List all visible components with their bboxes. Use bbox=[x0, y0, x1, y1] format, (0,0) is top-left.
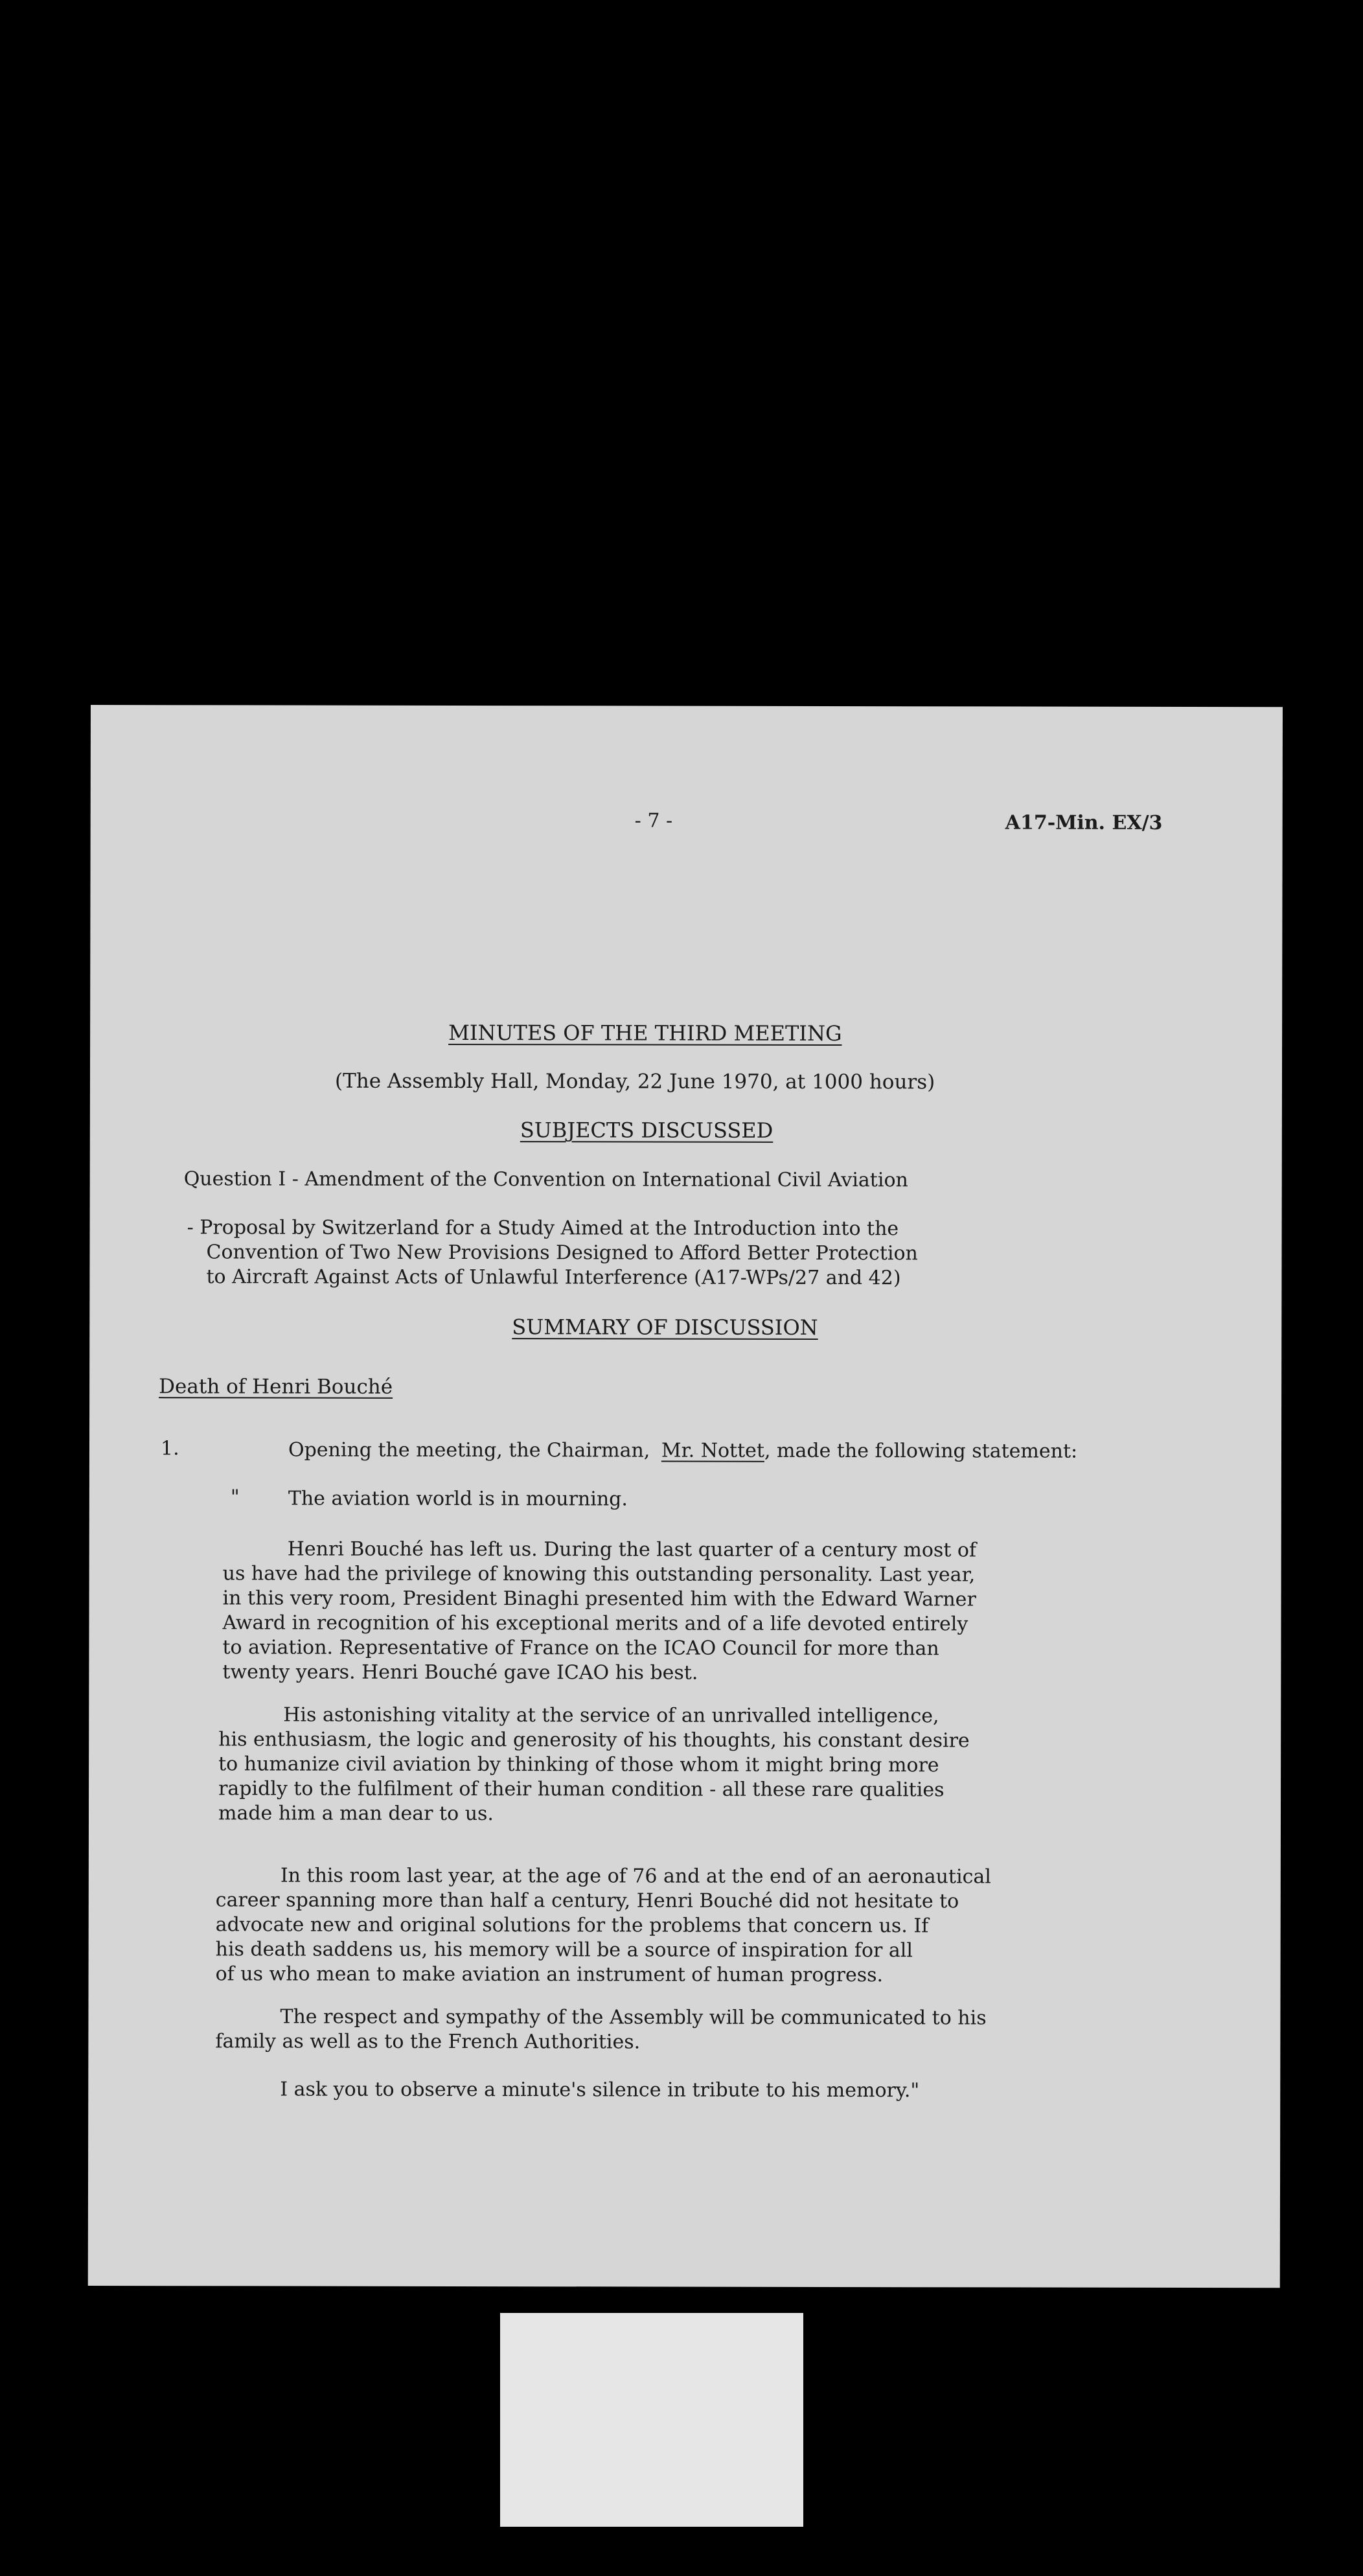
paragraph-line: twenty years. Henri Bouché gave ICAO his best. bbox=[222, 1661, 698, 1685]
meeting-title: MINUTES OF THE THIRD MEETING bbox=[448, 1020, 842, 1046]
opening-statement bbox=[288, 1439, 1077, 1463]
question-line: Question I - Amendment of the Convention on International Civil Aviation bbox=[183, 1167, 908, 1192]
paragraph-line: in this very room, President Binaghi presented him with the Edward Warner bbox=[222, 1587, 976, 1611]
paragraph-line: career spanning more than half a century, Henri Bouché did not hesitate to bbox=[215, 1889, 959, 1913]
paragraph-line: of us who mean to make aviation an instrument of human progress. bbox=[215, 1962, 884, 1987]
subjects-heading: SUBJECTS DISCUSSED bbox=[520, 1118, 773, 1143]
proposal-line: Convention of Two New Provisions Designed to Afford Better Protection bbox=[206, 1241, 918, 1265]
statement-first-line: The aviation world is in mourning. bbox=[288, 1487, 628, 1511]
paragraph-line: advocate new and original solutions for the problems that concern us. If bbox=[215, 1913, 929, 1938]
paragraph-line: family as well as to the French Authorities. bbox=[215, 2030, 641, 2054]
paragraph-line: I ask you to observe a minute's silence in tribute to his memory." bbox=[280, 2078, 920, 2102]
statement-paragraph bbox=[280, 2078, 919, 2104]
statement-paragraph bbox=[216, 1863, 991, 1988]
paragraph-line: made him a man dear to us. bbox=[218, 1802, 494, 1826]
paragraph-line: his death saddens us, his memory will be a source of inspiration for all bbox=[215, 1938, 913, 1962]
paragraph-line: rapidly to the fulfilment of their human condition - all these rare qualities bbox=[218, 1777, 945, 1802]
statement-paragraph bbox=[222, 1537, 976, 1686]
paragraph-line: his enthusiasm, the logic and generosity of his thoughts, his constant desire bbox=[218, 1728, 970, 1753]
paragraph-line: In this room last year, at the age of 76 and at the end of an aeronautical bbox=[280, 1864, 991, 1889]
document-page bbox=[88, 705, 1283, 2288]
section-heading: Death of Henri Bouché bbox=[159, 1375, 393, 1399]
statement-paragraph bbox=[215, 2005, 986, 2055]
paragraph-line: Henri Bouché has left us. During the last quarter of a century most of bbox=[287, 1537, 977, 1562]
proposal-block bbox=[187, 1215, 918, 1291]
blank-card bbox=[500, 2313, 803, 2527]
quote-mark: " bbox=[230, 1486, 240, 1509]
meeting-venue: (The Assembly Hall, Monday, 22 June 1970, at 1000 hours) bbox=[334, 1069, 935, 1094]
proposal-line: - Proposal by Switzerland for a Study Aimed at the Introduction into the bbox=[187, 1216, 899, 1241]
paragraph-line: Award in recognition of his exceptional merits and of a life devoted entirely bbox=[222, 1611, 968, 1636]
item-number: 1. bbox=[160, 1437, 179, 1460]
paragraph-line: His astonishing vitality at the service of an unrivalled intelligence, bbox=[283, 1703, 939, 1728]
paragraph-line: to humanize civil aviation by thinking of those whom it might bring more bbox=[218, 1753, 939, 1777]
paragraph-line: us have had the privilege of knowing this outstanding personality. Last year, bbox=[222, 1562, 976, 1587]
summary-heading: SUMMARY OF DISCUSSION bbox=[512, 1315, 818, 1340]
speaker-name: Mr. Nottet bbox=[661, 1439, 765, 1462]
statement-paragraph bbox=[218, 1703, 970, 1827]
opening-text: Opening the meeting, the Chairman, bbox=[288, 1438, 650, 1462]
paragraph-line: to aviation. Representative of France on the ICAO Council for more than bbox=[222, 1636, 939, 1661]
proposal-line: to Aircraft Against Acts of Unlawful Interference (A17-WPs/27 and 42) bbox=[206, 1265, 901, 1290]
opening-text-end: , made the following statement: bbox=[764, 1439, 1078, 1463]
page-number: - 7 - bbox=[634, 809, 673, 833]
document-code: A17-Min. EX/3 bbox=[1005, 811, 1163, 834]
paragraph-line: The respect and sympathy of the Assembly will be communicated to his bbox=[280, 2005, 987, 2030]
